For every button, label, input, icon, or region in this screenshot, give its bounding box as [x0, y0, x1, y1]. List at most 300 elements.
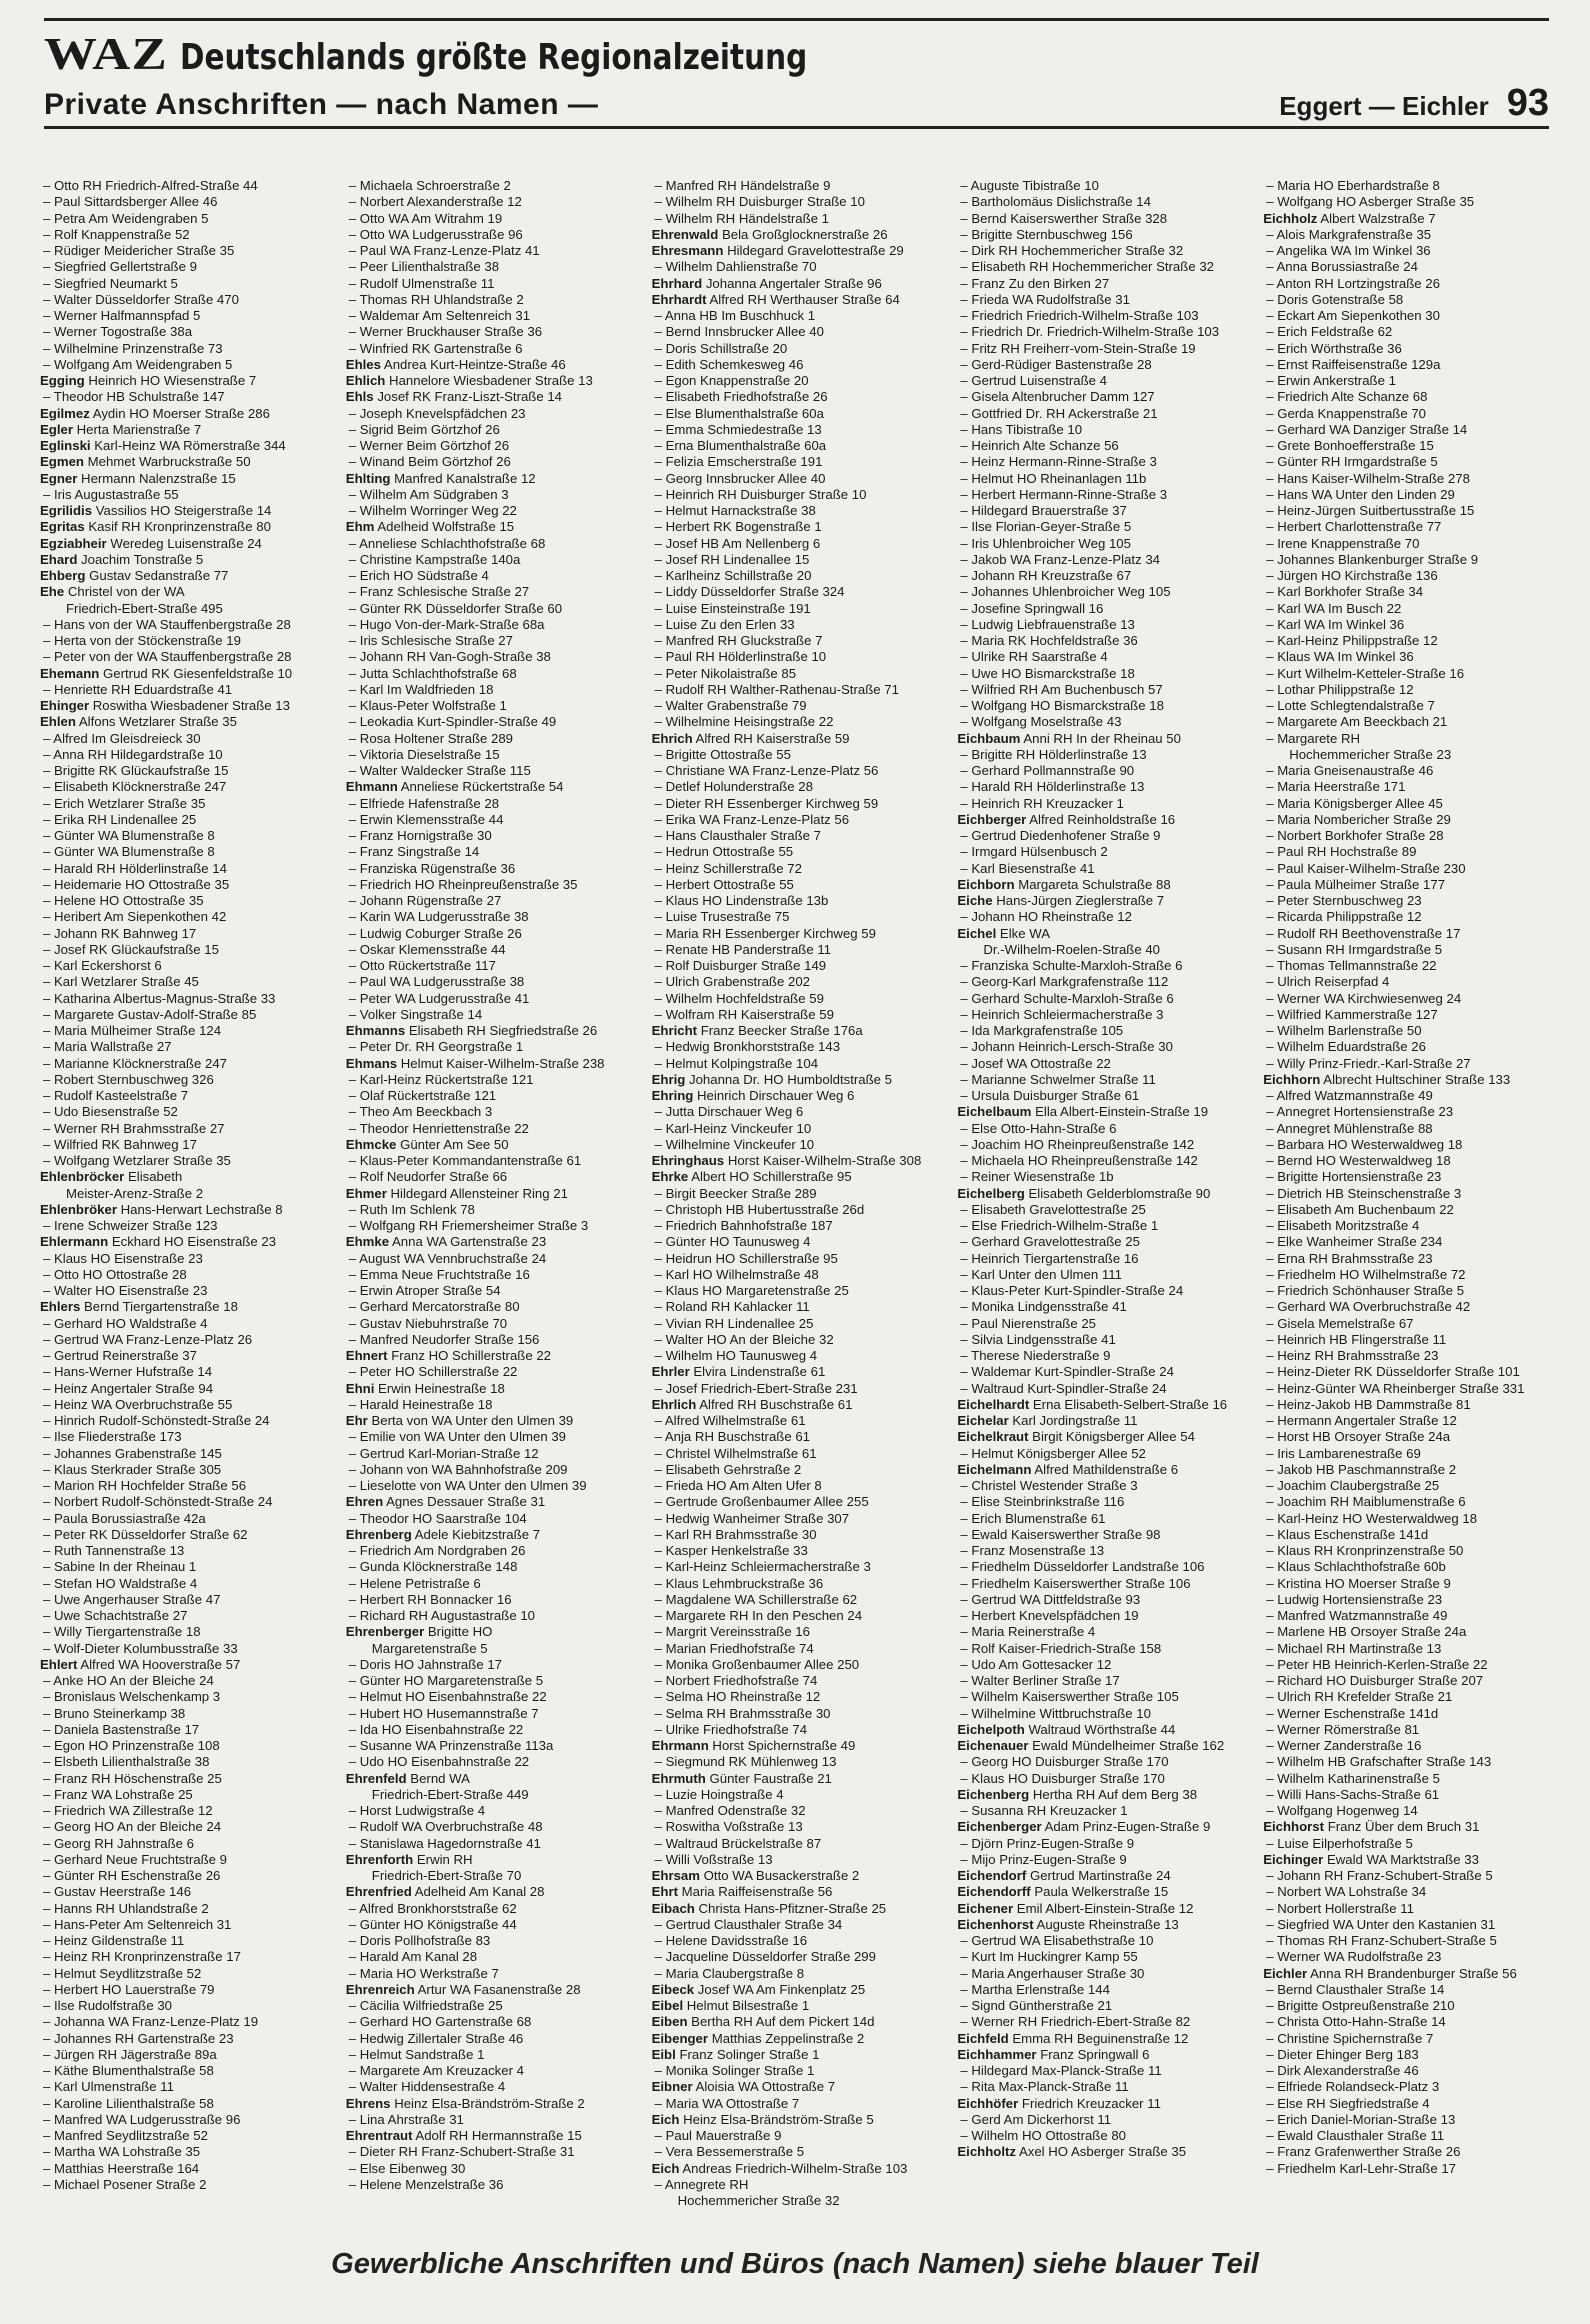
- listing-entry: [1263, 1153, 1555, 1169]
- entry-text: Liddy Düsseldorfer Straße 324: [665, 584, 845, 600]
- surname: Eichel: [957, 925, 997, 941]
- listing-entry: [957, 1836, 1249, 1852]
- listing-entry: [1263, 1787, 1555, 1803]
- entry-text: Adolf RH Hermannstraße 15: [415, 2128, 582, 2143]
- entry-text: Heinrich RH Duisburger Straße 10: [665, 486, 867, 502]
- entry-text: Siegmund RK Mühlenweg 13: [665, 1754, 837, 1770]
- listing-entry: [346, 649, 638, 665]
- listing-entry: [957, 454, 1249, 470]
- listing-entry: [652, 503, 944, 519]
- entry-text: Erika WA Franz-Lenze-Platz 56: [665, 811, 850, 827]
- listing-entry: [652, 763, 944, 779]
- listing-entry: [652, 227, 944, 243]
- entry-text: Heidrun HO Schillerstraße 95: [665, 1250, 838, 1266]
- listing-entry: [957, 991, 1249, 1007]
- listing-entry: [652, 536, 944, 552]
- entry-text: Johannes Grabenstraße 145: [54, 1445, 222, 1461]
- listing-entry: [957, 779, 1249, 795]
- listing-entry: [40, 991, 332, 1007]
- entry-text: Robert Sternbuschweg 326: [54, 1071, 214, 1087]
- surname: Ehe: [40, 584, 65, 600]
- listing-entry: [346, 1836, 638, 1852]
- entry-text: Rolf Kaiser-Friedrich-Straße 158: [971, 1640, 1162, 1656]
- listing-entry: [1263, 617, 1555, 633]
- listing-entry: [652, 1836, 944, 1852]
- listing-entry: [1263, 731, 1555, 747]
- entry-text: Franz Zu den Birken 27: [971, 275, 1110, 291]
- entry-text: Lina Ahrstraße 31: [359, 2111, 464, 2127]
- listing-entry: [1263, 2014, 1555, 2030]
- surname: Eichberger: [957, 811, 1027, 827]
- entry-text: Werner Bruckhauser Straße 36: [359, 324, 543, 340]
- listing-entry: [652, 584, 944, 600]
- listing-entry: [40, 536, 332, 552]
- entry-text: Hedrun Ottostraße 55: [665, 844, 794, 860]
- entry-text: Margarete Am Kreuzacker 4: [359, 2063, 524, 2078]
- entry-text: Alfred Mathildenstraße 6: [1034, 1461, 1179, 1477]
- listing-entry: [1263, 1754, 1555, 1770]
- listing-entry: [652, 341, 944, 357]
- listing-entry: [1263, 389, 1555, 405]
- listing-entry: [346, 1332, 638, 1348]
- listing-entry: [1263, 812, 1555, 828]
- listing-entry: [957, 942, 1249, 958]
- entry-text: Selma HO Rheinstraße 12: [665, 1689, 821, 1705]
- entry-text: Bertha RH Auf dem Pickert 14d: [691, 2014, 875, 2030]
- entry-text: Else Friedrich-Wilhelm-Straße 1: [971, 1218, 1159, 1233]
- surname: Ehrhardt: [651, 291, 707, 307]
- entry-text: Norbert Borkhofer Straße 28: [1277, 828, 1444, 843]
- listing-entry: [1263, 1007, 1555, 1023]
- listing-entry: [957, 698, 1249, 714]
- entry-text: Volker Singstraße 14: [359, 1006, 483, 1022]
- entry-text: Maria HO Eberhardstraße 8: [1277, 178, 1440, 193]
- listing-entry: [346, 243, 638, 259]
- entry-text: Josef Friedrich-Ebert-Straße 231: [665, 1380, 858, 1396]
- entry-text: Waltraud Kurt-Spindler-Straße 24: [971, 1380, 1167, 1396]
- surname: Eichinger: [1263, 1851, 1324, 1867]
- listing-entry: [652, 1121, 944, 1137]
- listing-entry: [1263, 1283, 1555, 1299]
- listing-entry: [957, 341, 1249, 357]
- surname: Eichendorff: [957, 1884, 1031, 1900]
- entry-text: Weredeg Luisenstraße 24: [110, 535, 262, 551]
- entry-text: Wilhelm HO Taunusweg 4: [665, 1348, 818, 1363]
- listing-entry: [346, 178, 638, 194]
- surname: Eibl: [651, 2046, 676, 2062]
- entry-text: Ilse Florian-Geyer-Straße 5: [971, 519, 1132, 535]
- listing-entry: [957, 471, 1249, 487]
- surname: Ehmanns: [345, 1023, 406, 1038]
- entry-text: Anna WA Gartenstraße 23: [391, 1234, 547, 1250]
- listing-entry: [346, 893, 638, 909]
- listing-entry: [652, 1511, 944, 1527]
- listing-entry: [40, 1771, 332, 1787]
- listing-entry: [346, 1771, 638, 1787]
- listing-entry: [957, 1446, 1249, 1462]
- entry-text: Siegfried WA Unter den Kastanien 31: [1277, 1916, 1496, 1932]
- surname: Eichhorst: [1263, 1819, 1325, 1835]
- listing-entry: [346, 1803, 638, 1819]
- listing-entry: [957, 1657, 1249, 1673]
- entry-text: Rudolf WA Overbruchstraße 48: [359, 1819, 543, 1835]
- entry-text: Horst Kaiser-Wilhelm-Straße 308: [727, 1153, 922, 1168]
- surname: Eichelar: [957, 1413, 1009, 1428]
- listing-entry: [346, 1576, 638, 1592]
- listing-entry: [957, 1088, 1249, 1104]
- listing-entry: [957, 2063, 1249, 2079]
- entry-text: Mehmet Warbruckstraße 50: [87, 454, 251, 470]
- listing-entry: [1263, 552, 1555, 568]
- listing-entry: [346, 1494, 638, 1510]
- listing-entry: [40, 194, 332, 210]
- entry-text: Grete Bonhoefferstraße 15: [1277, 438, 1434, 453]
- entry-text: Johann RH Van-Gogh-Straße 38: [359, 649, 551, 665]
- entry-text: Günter WA Blumenstraße 8: [54, 844, 215, 860]
- listing-entry: [346, 519, 638, 535]
- entry-text: Alfred WA Hooverstraße 57: [80, 1656, 241, 1672]
- entry-text: Vivian RH Lindenallee 25: [665, 1315, 814, 1331]
- entry-text: Harald RH Hölderlinstraße 14: [54, 860, 227, 876]
- entry-text: Friedrich Bahnhofstraße 187: [665, 1218, 833, 1233]
- entry-text: Johann RH Kreuzstraße 67: [971, 568, 1132, 583]
- listing-entry: [652, 194, 944, 210]
- listing-entry: [40, 2014, 332, 2030]
- listing-entry: [346, 926, 638, 942]
- surname: Ehringhaus: [651, 1153, 725, 1168]
- entry-text: Heinrich HO Wiesenstraße 7: [88, 373, 257, 388]
- listing-entry: [652, 1722, 944, 1738]
- entry-text: Johanna Angertaler Straße 96: [705, 275, 882, 291]
- surname: Eichenauer: [957, 1738, 1029, 1753]
- listing-entry: [1263, 438, 1555, 454]
- listing-entry: [1263, 1202, 1555, 1218]
- entry-text: Helmut Harnackstraße 38: [665, 503, 816, 518]
- entry-text: Wilhelmine Heisingstraße 22: [665, 714, 834, 730]
- listing-entry: [1263, 1998, 1555, 2014]
- listing-entry: [40, 438, 332, 454]
- listing-entry: [40, 1949, 332, 1965]
- listing-entry: [957, 731, 1249, 747]
- listing-entry: [40, 893, 332, 909]
- listing-entry: [40, 649, 332, 665]
- listing-entry: [652, 1446, 944, 1462]
- listing-entry: [957, 406, 1249, 422]
- entry-text: Helmut Bilsestraße 1: [686, 1998, 810, 2013]
- entry-text: Christel Westender Straße 3: [971, 1478, 1138, 1493]
- listing-entry: [40, 1819, 332, 1835]
- entry-text: Aydin HO Moerser Straße 286: [92, 405, 270, 421]
- surname: Ehls: [345, 389, 374, 405]
- listing-entry: [957, 1202, 1249, 1218]
- listing-entry: [1263, 828, 1555, 844]
- listing-entry: [652, 519, 944, 535]
- entry-text: Wilhelm Dahlienstraße 70: [665, 259, 817, 275]
- entry-text: Klaus HO Margaretenstraße 25: [665, 1283, 849, 1298]
- entry-text: Adam Prinz-Eugen-Straße 9: [1044, 1819, 1211, 1835]
- entry-text: Johannes Uhlenbroicher Weg 105: [971, 584, 1171, 600]
- listing-entry: [652, 877, 944, 893]
- listing-entry: [40, 1706, 332, 1722]
- listing-entry: [652, 682, 944, 698]
- listing-entry: [652, 1527, 944, 1543]
- entry-text: Thomas RH Uhlandstraße 2: [359, 291, 524, 307]
- listing-entry: [40, 1169, 332, 1185]
- entry-text: Johanna Dr. HO Humboldtstraße 5: [688, 1071, 893, 1087]
- entry-text: Paula Borussiastraße 42a: [54, 1510, 206, 1526]
- listing-entry: [40, 1007, 332, 1023]
- listing-entry: [1263, 1722, 1555, 1738]
- listing-entry: [1263, 1364, 1555, 1380]
- entry-text: Kasper Henkelstraße 33: [665, 1543, 808, 1558]
- entry-text: Sigrid Beim Görtzhof 26: [359, 421, 500, 437]
- entry-text: Otto WA Ludgerusstraße 96: [359, 226, 523, 242]
- entry-text: Günter RH Eschenstraße 26: [54, 1868, 221, 1883]
- listing-entry: [652, 1332, 944, 1348]
- listing-entry: [346, 1283, 638, 1299]
- listing-entry: [652, 1494, 944, 1510]
- entry-text: Paul RH Hochstraße 89: [1277, 844, 1417, 860]
- entry-text: Marianne Schwelmer Straße 11: [971, 1071, 1156, 1087]
- entry-text: Heinrich Tiergartenstraße 16: [971, 1250, 1139, 1266]
- entry-text: Otto RH Friedrich-Alfred-Straße 44: [54, 178, 258, 193]
- listing-entry: [957, 1624, 1249, 1640]
- listing-entry: [957, 1348, 1249, 1364]
- surname: Eibeck: [651, 1981, 695, 1997]
- entry-text: Werner Beim Görtzhof 26: [359, 438, 510, 453]
- entry-text: Bernd Clausthaler Straße 14: [1277, 1981, 1445, 1997]
- listing-entry: [346, 666, 638, 682]
- surname: Eichenhorst: [957, 1916, 1034, 1932]
- listing-entry: [957, 974, 1249, 990]
- entry-text: Otto Rückertstraße 117: [359, 958, 496, 973]
- entry-text: Alfred RH Werthauser Straße 64: [709, 291, 900, 307]
- entry-text: Wilfried Kammerstraße 127: [1277, 1006, 1438, 1022]
- entry-text: Erna Blumenthalstraße 60a: [665, 438, 827, 453]
- entry-text: Alfred Im Gleisdreieck 30: [53, 730, 201, 746]
- listing-entry: [40, 568, 332, 584]
- listing-entry: [346, 1348, 638, 1364]
- entry-text: Frieda HO Am Alten Ufer 8: [665, 1478, 822, 1493]
- listing-entry: [346, 389, 638, 405]
- listing-entry: [652, 1186, 944, 1202]
- entry-text: Anna HB Im Buschhuck 1: [664, 308, 816, 323]
- entry-text: Monika Lindgensstraße 41: [971, 1299, 1127, 1315]
- listing-entry: [1263, 1543, 1555, 1559]
- entry-text: Roland RH Kahlacker 11: [665, 1299, 810, 1315]
- entry-text: Egon Knappenstraße 20: [665, 373, 809, 388]
- entry-text: Günter Faustraße 21: [709, 1770, 832, 1786]
- entry-text: Elfriede Rolandseck-Platz 3: [1277, 2079, 1440, 2095]
- listing-entry: [957, 568, 1249, 584]
- entry-text: Christine Spichernstraße 7: [1277, 2030, 1434, 2046]
- surname: Ehrsam: [651, 1868, 700, 1883]
- entry-text: Wilhelm HB Grafschafter Straße 143: [1277, 1754, 1492, 1770]
- listing-entry: [40, 958, 332, 974]
- listing-entry: [652, 909, 944, 925]
- entry-text: Helmut Sandstraße 1: [359, 2046, 485, 2062]
- entry-text: Otto HO Ottostraße 28: [54, 1266, 187, 1282]
- entry-text: Manfred Neudorfer Straße 156: [359, 1331, 540, 1347]
- listing-entry: [40, 1933, 332, 1949]
- listing-entry: [346, 1316, 638, 1332]
- listing-entry: [1263, 763, 1555, 779]
- entry-text: Walter Berliner Straße 17: [971, 1673, 1120, 1688]
- entry-text: Ludwig Liebfrauenstraße 13: [971, 616, 1135, 632]
- listing-entry: [40, 877, 332, 893]
- listing-entry: [346, 1884, 638, 1900]
- listing-entry: [957, 1559, 1249, 1575]
- listing-entry: [957, 1819, 1249, 1835]
- entry-text: Doris Schillstraße 20: [665, 340, 788, 356]
- surname: Ehrmuth: [651, 1770, 706, 1786]
- surname: Ehrenreich: [345, 1981, 415, 1997]
- entry-text: Elisabeth Moritzstraße 4: [1277, 1218, 1420, 1233]
- listing-entry: [40, 1088, 332, 1104]
- entry-text: Renate HB Panderstraße 11: [665, 941, 832, 957]
- entry-text: Norbert Hollerstraße 11: [1277, 1900, 1414, 1916]
- entry-text: Wilhelm Barlenstraße 50: [1277, 1023, 1422, 1038]
- entry-text: Iris Lambarenestraße 69: [1277, 1445, 1421, 1461]
- listing-entry: [652, 666, 944, 682]
- entry-text: Gertrud Reinerstraße 37: [54, 1348, 197, 1363]
- listing-entry: [652, 1153, 944, 1169]
- listing-entry: [40, 227, 332, 243]
- listing-entry: [1263, 1803, 1555, 1819]
- listing-entry: [652, 796, 944, 812]
- surname: Ehrke: [651, 1169, 689, 1185]
- listing-entry: [957, 649, 1249, 665]
- surname: Eich: [651, 2160, 680, 2176]
- entry-text: Maria Nombericher Straße 29: [1277, 811, 1451, 827]
- listing-entry: [1263, 1852, 1555, 1868]
- surname: Eichholz: [1263, 210, 1318, 226]
- entry-text: Ida Markgrafenstraße 105: [971, 1023, 1124, 1038]
- entry-text: Marlene HB Orsoyer Straße 24a: [1277, 1624, 1467, 1640]
- entry-text: Ella Albert-Einstein-Straße 19: [1035, 1104, 1209, 1120]
- listing-entry: [652, 844, 944, 860]
- entry-text: Gerhard Neue Fruchtstraße 9: [54, 1851, 227, 1867]
- entry-text: Maria RK Hochfeldstraße 36: [971, 633, 1138, 648]
- listing-entry: [1263, 422, 1555, 438]
- entry-text: Irene Knappenstraße 70: [1277, 535, 1420, 551]
- listing-entry: [40, 324, 332, 340]
- listing-entry: [652, 2014, 944, 2030]
- listing-entry: [40, 1576, 332, 1592]
- entry-text: Maria Königsberger Allee 45: [1277, 795, 1443, 811]
- listing-entry: [346, 2144, 638, 2160]
- listing-entry: [40, 1738, 332, 1754]
- listing-entry: [652, 1966, 944, 1982]
- listing-entry: [652, 2193, 944, 2209]
- entry-text: Michaela HO Rheinpreußenstraße 142: [971, 1153, 1198, 1168]
- entry-text: Richard HO Duisburger Straße 207: [1277, 1673, 1484, 1688]
- listing-entry: [346, 438, 638, 454]
- listing-entry: [957, 1673, 1249, 1689]
- entry-text: Ulrich Grabenstraße 202: [665, 974, 810, 990]
- listing-entry: [1263, 666, 1555, 682]
- listing-entry: [957, 893, 1249, 909]
- entry-text: Klaus Sterkrader Straße 305: [54, 1461, 222, 1477]
- entry-text: Lothar Philippstraße 12: [1277, 681, 1414, 697]
- listing-entry: [346, 2161, 638, 2177]
- entry-text: Martha WA Lohstraße 35: [54, 2144, 201, 2160]
- listing-entry: [652, 373, 944, 389]
- listing-entry: [346, 698, 638, 714]
- entry-text: Gerhard Schulte-Marxloh-Straße 6: [971, 990, 1174, 1006]
- entry-text: Anneliese Schlachthofstraße 68: [359, 535, 546, 551]
- listing-entry: [346, 2031, 638, 2047]
- listing-entry: [40, 682, 332, 698]
- listing-entry: [346, 1218, 638, 1234]
- listing-entry: [1263, 1332, 1555, 1348]
- entry-text: Wolfgang Moselstraße 43: [971, 714, 1122, 730]
- entry-text: Emilie von WA Unter den Ulmen 39: [359, 1429, 566, 1445]
- listing-entry: [957, 1949, 1249, 1965]
- listing-entry: [652, 1576, 944, 1592]
- surname: Eichfeld: [957, 2030, 1009, 2046]
- entry-text: Rolf Neudorfer Straße 66: [359, 1169, 508, 1185]
- entry-text: Emma Neue Fruchtstraße 16: [359, 1266, 530, 1282]
- listing-entry: [1263, 861, 1555, 877]
- surname: Egner: [40, 470, 78, 486]
- listing-entry: [652, 471, 944, 487]
- entry-text: Richard RH Augustastraße 10: [359, 1608, 535, 1623]
- listing-entry: [957, 1738, 1249, 1754]
- listing-entry: [957, 1933, 1249, 1949]
- listing-entry: [346, 454, 638, 470]
- entry-text: Hans-Herwart Lechstraße 8: [120, 1201, 283, 1217]
- entry-text: Gertrud RK Giesenfeldstraße 10: [103, 665, 293, 681]
- listing-entry: [346, 1202, 638, 1218]
- listing-entry: [40, 243, 332, 259]
- listing-entry: [1263, 796, 1555, 812]
- entry-text: Wolfgang HO Bismarckstraße 18: [971, 698, 1164, 713]
- entry-text: Agnes Dessauer Straße 31: [386, 1494, 546, 1510]
- listing-entry: [652, 893, 944, 909]
- entry-text: Hans WA Unter den Linden 29: [1277, 486, 1455, 502]
- listing-entry: [1263, 1836, 1555, 1852]
- listing-entry: [957, 487, 1249, 503]
- listing-entry: [346, 471, 638, 487]
- entry-text: Joachim Claubergstraße 25: [1277, 1478, 1440, 1493]
- listing-entry: [40, 974, 332, 990]
- entry-text: Else Otto-Hahn-Straße 6: [971, 1120, 1117, 1136]
- listing-entry: [652, 1316, 944, 1332]
- entry-text: Sabine In der Rheinau 1: [54, 1559, 197, 1575]
- listing-entry: [652, 1429, 944, 1445]
- entry-text: Lotte Schlegtendalstraße 7: [1277, 698, 1435, 713]
- listing-entry: [1263, 2063, 1555, 2079]
- listing-entry: [652, 1771, 944, 1787]
- entry-text: Helene Menzelstraße 36: [359, 2176, 504, 2192]
- entry-text: Günter HO Margaretenstraße 5: [359, 1673, 544, 1688]
- entry-text: Irene Schweizer Straße 123: [54, 1218, 218, 1233]
- surname: Ehlert: [40, 1656, 78, 1672]
- listing-entry: [957, 714, 1249, 730]
- listing-entry: [40, 1332, 332, 1348]
- listing-entry: [40, 1543, 332, 1559]
- listing-entry: [957, 1186, 1249, 1202]
- surname: Ehrenfried: [345, 1884, 412, 1900]
- entry-text: Johanna WA Franz-Lenze-Platz 19: [54, 2014, 259, 2030]
- entry-text: Karl Wetzlarer Straße 45: [54, 974, 199, 990]
- listing-entry: [40, 1641, 332, 1657]
- header-rule: [44, 18, 1549, 21]
- listing-entry: [1263, 1706, 1555, 1722]
- listing-entry: [346, 1754, 638, 1770]
- listing-entry: [957, 1901, 1249, 1917]
